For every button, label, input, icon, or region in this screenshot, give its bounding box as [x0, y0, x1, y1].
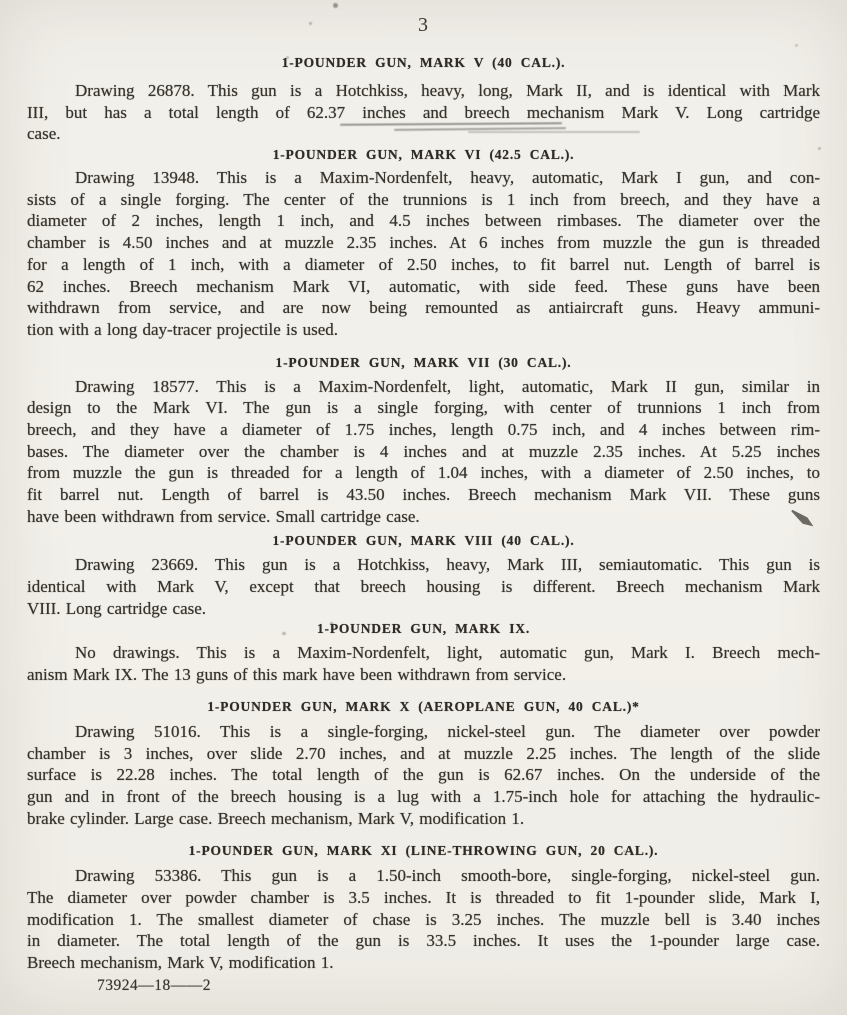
section-heading: 1-POUNDER GUN, MARK VII (30 CAL.). — [275, 354, 572, 370]
text-line: sists of a single forging. The center of the trunnions is 1 inch from breech, and they have a — [27, 189, 820, 209]
text-line: 62 inches. Breech mechanism Mark VI, automatic, with side feed. These guns have been — [27, 276, 820, 296]
text-line: anism Mark IX. The 13 guns of this mark have been withdrawn from service. — [27, 665, 567, 685]
text-line: withdrawn from service, and are now being remounted as antiaircraft guns. Heavy ammuni- — [27, 298, 820, 318]
text-line: Drawing 53386. This gun is a 1.50-inch smooth-bore, single-forging, nickel-steel gun. — [75, 866, 820, 886]
text-line: modification 1. The smallest diameter of chase is 3.25 inches. The muzzle bell is 3.40 inches — [27, 909, 820, 929]
page-number: 3 — [418, 14, 429, 36]
section-mark-viii — [27, 533, 820, 619]
text-line: design to the Mark VI. The gun is a single forging, with center of trunnions 1 inch from — [27, 398, 820, 418]
text-line: in diameter. The total length of the gun is 33.5 inches. It uses the 1-pounder large case. — [27, 931, 820, 951]
text-line: VIII. Long cartridge case. — [27, 598, 207, 618]
text-line: chamber is 3 inches, over slide 2.70 inches, and at muzzle 2.25 inches. The length of the slide — [27, 743, 820, 763]
text-line: No drawings. This is a Maxim-Nordenfelt, light, automatic gun, Mark I. Breech mech- — [75, 643, 820, 663]
section-mark-v — [27, 55, 820, 145]
section-mark-xi — [27, 843, 820, 973]
text-line: Drawing 18577. This is a Maxim-Nordenfelt, light, automatic, Mark II gun, similar in — [75, 376, 820, 396]
scan-speck — [333, 3, 338, 8]
scan-speck — [330, 622, 333, 625]
text-line: case. — [27, 124, 61, 144]
text-line: for a length of 1 inch, with a diameter of 2.50 inches, to fit barrel nut. Length of barrel is — [27, 254, 820, 274]
scan-smudge — [468, 131, 640, 133]
scan-speck — [282, 632, 286, 635]
section-mark-ix — [27, 621, 820, 685]
text-line: The diameter over powder chamber is 3.5 inches. It is threaded to fit 1-pounder slide, Mark I, — [27, 887, 820, 907]
scan-speck — [286, 56, 289, 59]
scan-speck — [309, 22, 312, 25]
scan-speck — [818, 147, 821, 150]
paragraph — [27, 721, 820, 829]
text-line: have been withdrawn from service. Small cartridge case. — [27, 506, 420, 526]
text-line: brake cylinder. Large case. Breech mechanism, Mark V, modification 1. — [27, 808, 525, 828]
text-line: Drawing 51016. This is a single-forging, nickel-steel gun. The diameter over powder — [75, 721, 820, 741]
section-mark-vii — [27, 355, 820, 528]
paragraph — [27, 167, 820, 341]
section-heading: 1-POUNDER GUN, MARK VIII (40 CAL.). — [272, 533, 575, 549]
text-line: gun and in front of the breech housing is a lug with a 1.75-inch hole for attaching the hydraulic- — [27, 786, 820, 806]
text-line: bases. The diameter over the chamber is 4 inches and at muzzle 2.35 inches. At 5.25 inches — [27, 441, 820, 461]
paragraph — [27, 865, 820, 973]
paragraph — [27, 642, 820, 685]
text-line: III, but has a total length of 62.37 inches and breech mechanism Mark V. Long cartridge — [27, 102, 820, 122]
text-line: Drawing 23669. This gun is a Hotchkiss, heavy, Mark III, semiautomatic. This gun is — [75, 555, 820, 575]
paragraph — [27, 80, 820, 145]
text-line: surface is 22.28 inches. The total length of the gun is 62.67 inches. On the underside of the — [27, 765, 820, 785]
text-line: from muzzle the gun is threaded for a length of 1.04 inches, with a diameter of 2.50 inches, to — [27, 463, 820, 483]
printers-imprint: 73924—18——2 — [97, 976, 211, 994]
section-heading: 1-POUNDER GUN, MARK XI (LINE-THROWING GUN, 20 CAL.). — [188, 843, 659, 859]
paragraph — [27, 376, 820, 528]
text-line: fit barrel nut. Length of barrel is 43.50 inches. Breech mechanism Mark VII. These guns — [27, 485, 820, 504]
text-line: Drawing 26878. This gun is a Hotchkiss, heavy, long, Mark II, and is identical with Mark — [75, 81, 820, 100]
paragraph — [27, 554, 820, 619]
text-line: breech, and they have a diameter of 1.75 inches, length 0.75 inch, and 4 inches between rim- — [27, 419, 820, 439]
section-heading: 1-POUNDER GUN, MARK V (40 CAL.). — [281, 55, 566, 70]
section-mark-vi — [27, 147, 820, 341]
text-line: diameter of 2 inches, length 1 inch, and 4.5 inches between rimbases. The diameter over the — [27, 211, 820, 231]
scan-speck — [623, 850, 626, 853]
section-mark-x — [27, 699, 820, 829]
text-line: tion with a long day-tracer projectile is used. — [27, 319, 339, 339]
text-line: chamber is 4.50 inches and at muzzle 2.35 inches. At 6 inches from muzzle the gun is threaded — [27, 233, 820, 253]
scan-speck — [795, 44, 798, 47]
section-heading: 1-POUNDER GUN, MARK VI (42.5 CAL.). — [272, 147, 575, 163]
text-line: identical with Mark V, except that breech housing is different. Breech mechanism Mark — [27, 577, 820, 597]
text-line: Breech mechanism, Mark V, modification 1. — [27, 953, 334, 972]
section-heading: 1-POUNDER GUN, MARK X (AEROPLANE GUN, 40 CAL.)* — [207, 698, 640, 714]
text-line: Drawing 13948. This is a Maxim-Nordenfelt, heavy, automatic, Mark I gun, and con- — [75, 168, 820, 188]
section-heading: 1-POUNDER GUN, MARK IX. — [316, 621, 530, 637]
